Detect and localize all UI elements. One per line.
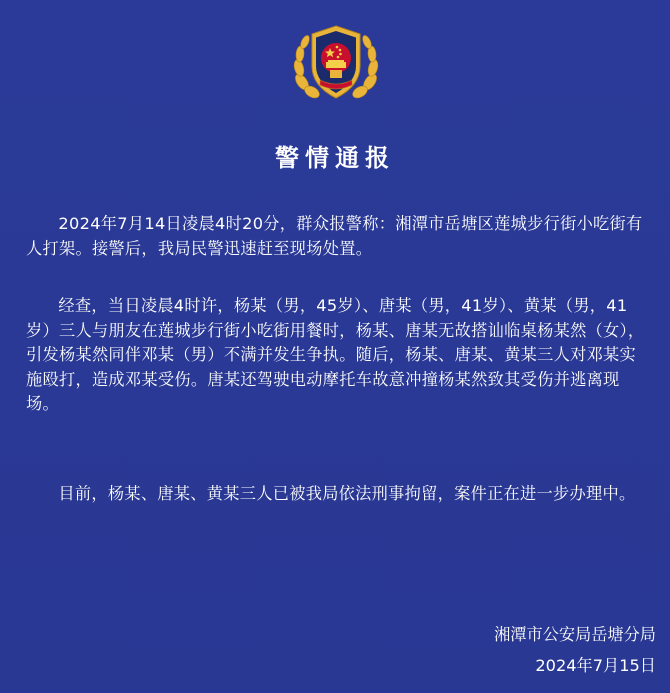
issue-date: 2024年7月15日: [535, 656, 656, 675]
notice-paragraph-3: 目前，杨某、唐某、黄某三人已被我局依法刑事拘留，案件正在进一步办理中。: [58, 484, 636, 503]
notice-paragraph-2: 经查，当日凌晨4时许，杨某（男，45岁）、唐某（男，41岁）、黄某（男，41岁）三人与朋友在莲城步行街小吃街用餐时，杨某、唐某无故搭讪临桌杨某然（女），引发杨某然同伴邓某（男）不满并发生争执。随后，杨某、唐某、黄某三人对邓某实施殴打，造成邓某受伤。唐某还驾驶电动摩托车故意冲撞杨某然致其受伤并逃离现场。: [26, 296, 645, 413]
issuer-name: 湘潭市公安局岳塘分局: [494, 625, 656, 644]
notice-title: 警情通报: [275, 144, 395, 172]
notice-paragraph-1: 2024年7月14日凌晨4时20分，群众报警称：湘潭市岳塘区莲城步行街小吃街有人打架。接警后，我局民警迅速赶至现场处置。: [26, 214, 643, 258]
police-emblem-icon: [290, 22, 382, 106]
